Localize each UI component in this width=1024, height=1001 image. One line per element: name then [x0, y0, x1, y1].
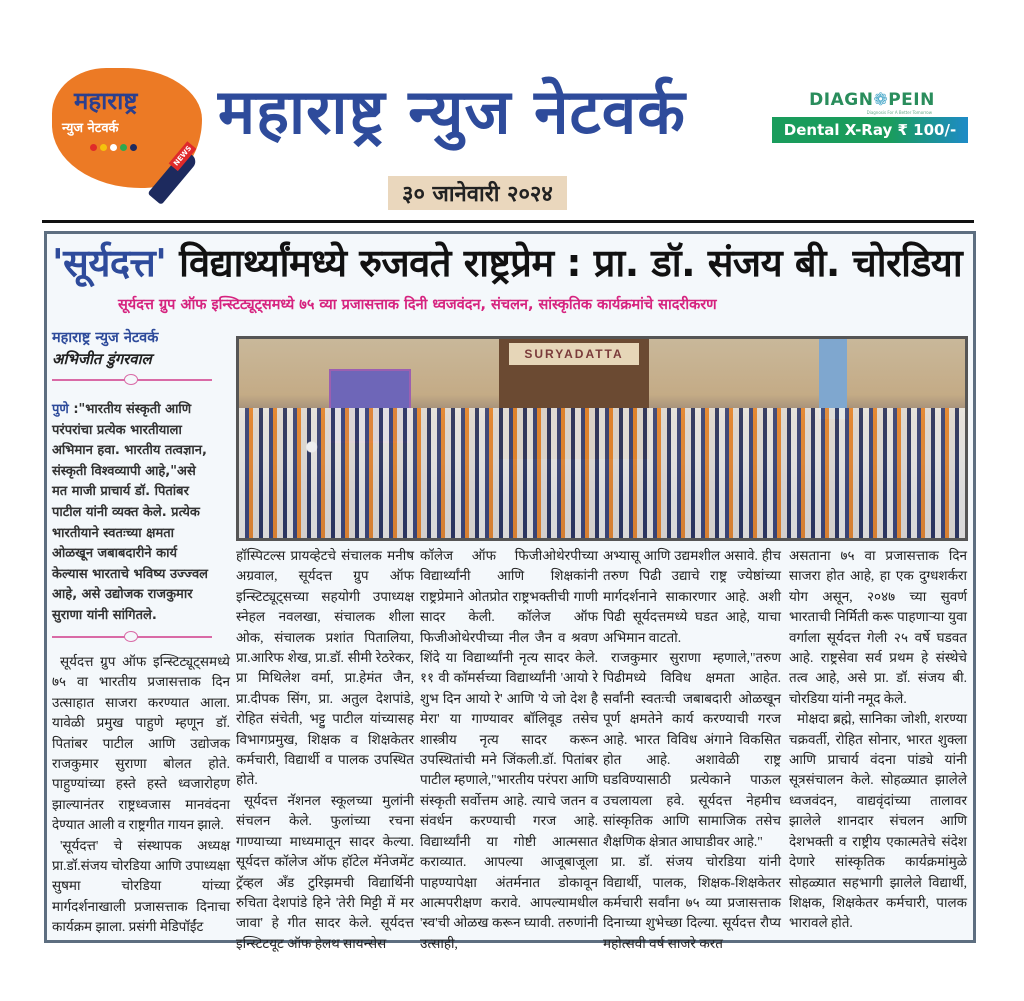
paragraph: 'सूर्यदत्त' चे संस्थापक अध्यक्ष प्रा.डॉ.संजय चोरडिया आणि उपाध्यक्षा सुषमा चोरडिया यांच्या मार्गदर्शनाखाली प्रजासत्ताक दिनाचा कार्यक्रम झाला. प्रसंगी मेडिपॉईंट [52, 837, 230, 935]
photo-statue-banner [819, 339, 847, 419]
paragraph: कॉलेज ऑफ फिजीओथेरपीच्या विद्यार्थ्यांनी आणि शिक्षकांनी राष्ट्रप्रेमाने ओतप्रोत राष्ट्रभक्तीची गाणी सादर केली. कॉलेज ऑफ फिजीओथेरपीच्या नील जैन व श्रवण शिंदे या विद्यार्थ्यांनी नृत्य सादर केले. ११ वी कॉमर्सच्या विद्यार्थ्यांनी 'आयो रे शुभ दिन आयो रे' आणि 'ये जो देश है मेरा' या गाण्यावर बॉलिवूड तसेच शास्त्रीय नृत्य सादर करून उपस्थितांची मने जिंकली.डॉ. पितांबर पाटील म्हणाले,"भारतीय परंपरा आणि संस्कृती सर्वोत्तम आहे. त्याचे जतन व संवर्धन करण्याची गरज आहे. विद्यार्थ्यांनी या गोष्टी आत्मसात कराव्यात. आपल्या आजूबाजूला पाहण्यापेक्षा अंतर्मनात डोकावून आत्मपरीक्षण करावे. आपल्यामधील 'स्व'ची ओळख करून घ्यावी. तरुणांनी उत्साही, [420, 548, 598, 951]
article-column-1 [52, 652, 230, 938]
ornament-divider [52, 374, 212, 384]
advertisement[interactable] [772, 90, 972, 143]
site-title: महाराष्ट्र न्युज नेटवर्क [218, 75, 686, 148]
paragraph: राजकुमार सुराणा म्हणाले,"तरुण पिढीमध्ये विविध क्षमता आहेत. सर्वांनी स्वतःची जबाबदारी ओळखून पूर्ण क्षमतेने कार्य करण्याची गरज आहे. भारत विविध अंगाने विकसित होत आहे. अशावेळी राष्ट्र घडविण्यासाठी प्रत्येकाने पाऊल उचलायला हवे. सूर्यदत्त नेहमीच सांस्कृतिक आणि सामाजिक तसेच शैक्षणिक क्षेत्रात आघाडीवर आहे." [603, 650, 781, 849]
paragraph: हॉस्पिटल्स प्रायव्हेटचे संचालक मनीष अग्रवाल, सूर्यदत्त ग्रुप ऑफ इन्स्टिट्यूट्सच्या सहयोगी उपाध्यक्ष स्नेहल नवलखा, संचालक शीला ओक, संचालक प्रशांत पितालिया, प्रा.आरिफ शेख, प्रा.डॉ. सीमी रेठरेकर, प्रा मिथिलेश वर्मा, प्रा.हेमंत जैन, प्रा.दीपक सिंग, प्रा. अतुल देशपांडे, रोहित संचेती, भट्टु पाटील यांच्यासह विभागप्रमुख, शिक्षक व शिक्षकेतर कर्मचारी, विद्यार्थी व पालक उपस्थित होते. [236, 548, 414, 788]
masthead-divider [42, 220, 974, 223]
flower-icon: ❁ [873, 90, 889, 110]
publication-logo[interactable] [52, 68, 212, 196]
logo-dot [90, 144, 97, 151]
news-badge: NEWS [169, 141, 197, 171]
byline-organization: महाराष्ट्र न्युज नेटवर्क [52, 330, 159, 346]
photo-crowd [239, 408, 965, 538]
ad-offer-banner[interactable]: Dental X-Ray ₹ 100/- [772, 117, 968, 143]
paragraph: सूर्यदत्त ग्रुप ऑफ इन्स्टिट्यूट्समध्ये ७५ वा भारतीय प्रजासत्ताक दिन उत्साहात साजरा करण्यात आला. यावेळी प्रमुख पाहुणे म्हणून डॉ. पितांबर पाटील आणि उद्योजक राजकुमार सुराणा बोलत होते. पाहुण्यांच्या हस्ते हस्ते ध्वजारोहण झाल्यानंतर राष्ट्रध्वजास मानवंदना देण्यात आली व राष्ट्रगीत गायन झाले. [52, 654, 230, 833]
ad-brand-suffix: PEIN [888, 90, 935, 110]
logo-dots [90, 144, 137, 151]
paragraph: मोक्षदा ब्रह्मे, सानिका जोशी, शरण्या चक्रवर्ती, रोहित सोनार, भारत शुक्ला आणि प्राचार्य वंदना पांड्ये यांनी सूत्रसंचालन केले. सोहळ्यात झालेले ध्वजवंदन, वाद्यवृंदांच्या तालावर झालेले शानदार संचलन आणि देशभक्ती व राष्ट्रीय एकात्मतेचे संदेश देणारे सांस्कृतिक कार्यक्रमांमुळे सोहळ्यात सहभागी झालेले विद्यार्थी, शिक्षक, शिक्षकेतर कर्मचारी, पालक भारावले होते. [789, 711, 967, 931]
paragraph: असताना ७५ वा प्रजासत्ताक दिन साजरा होत आहे, हा एक दुग्धशर्करा योग असून, २०४७ च्या सुवर्ण भारताची निर्मिती करू पाहणाऱ्या युवा वर्गाला सूर्यदत्त गेली २५ वर्षे घडवत आहे. राष्ट्रसेवा सर्व प्रथम हे संस्थेचे तत्व आहे, असे प्रा. डॉ. संजय बी. चोरडिया यांनी नमूद केले. [789, 548, 967, 706]
paragraph: सूर्यदत्त नॅशनल स्कूलच्या मुलांनी संचलन केले. फुलांच्या रचना गाण्याच्या माध्यमातून सादर केल्या. सूर्यदत्त कॉलेज ऑफ हॉटेल मॅनेजमेंट ट्रॅव्हल अँड टुरिझमची विद्यार्थिनी रुचिता देशपांडे हिने 'तेरी मिट्टी में मर जावा' हे गीत सादर केले. सूर्यदत्त इन्स्टिटयूट ऑफ हेलथ सायन्सेस [236, 792, 414, 951]
photo-building-sign: SURYADATTA [509, 343, 639, 365]
intro-text: :"भारतीय संस्कृती आणि परंपरांचा प्रत्येक भारतीयाला अभिमान हवा. भारतीय तत्वज्ञान, संस्कृती विश्वव्यापी आहे,"असे मत माजी प्राचार्य डॉ. पितांबर पाटील यांनी व्यक्त केले. प्रत्येक भारतीयाने स्वतःच्या क्षमता ओळखून जबाबदारीने कार्य केल्यास भारताचे भविष्य उज्ज्वल आहे, असे उद्योजक राजकुमार सुराणा यांनी सांगितले. [52, 402, 208, 623]
ornament-divider [52, 631, 212, 641]
masthead [0, 0, 1024, 225]
ad-brand-logo [772, 90, 972, 110]
article-column-3 [420, 546, 598, 954]
dateline-place: पुणे [52, 402, 69, 417]
article-headline [52, 236, 962, 288]
logo-dot [120, 144, 127, 151]
ornament-icon [124, 631, 138, 642]
paragraph: प्रा. डॉ. संजय चोरडिया यांनी विद्यार्थी, पालक, शिक्षक-शिक्षकेतर कर्मचारी सर्वांना ७५ व्या प्रजासत्ताक दिनाच्या शुभेच्छा दिल्या. सूर्यदत्त रौप्य महोत्सवी वर्ष साजरे करत [603, 854, 781, 951]
article-column-4 [603, 546, 781, 954]
logo-dot [100, 144, 107, 151]
logo-dot [130, 144, 137, 151]
ad-tagline: Diagnosis For A Better Tomorrow [866, 110, 932, 115]
logo-title: महाराष्ट्र [74, 87, 138, 115]
ad-brand-prefix: DIAGN [809, 90, 874, 110]
byline-author: अभिजीत डुंगरवाल [52, 350, 152, 368]
ornament-icon [124, 374, 138, 385]
article-column-2 [236, 546, 414, 954]
intro-summary [52, 400, 214, 627]
paragraph: अभ्यासू आणि उद्यमशील असावे. हीच तरुण पिढी उद्याचे राष्ट्र ज्येष्ठांच्या मार्गदर्शनाने साकारणार आहे. अशी पिढी सूर्यदत्तमध्ये घडत आहे, याचा अभिमान वाटतो. [603, 548, 781, 645]
article-subheadline: सूर्यदत्त ग्रुप ऑफ इन्स्टिट्यूट्समध्ये ७५ व्या प्रजासत्ताक दिनी ध्वजवंदन, संचलन, सांस्कृतिक कार्यक्रमांचे सादरीकरण [118, 297, 717, 313]
logo-dot [110, 144, 117, 151]
publication-date: ३० जानेवारी २०२४ [388, 176, 567, 210]
headline-text: विद्यार्थ्यांमध्ये रुजवते राष्ट्रप्रेम : प्रा. डॉ. संजय बी. चोरडिया [166, 241, 963, 285]
article-column-5 [789, 546, 967, 934]
logo-subtitle: न्युज नेटवर्क [62, 121, 119, 136]
group-photo[interactable] [236, 336, 968, 541]
headline-highlight: 'सूर्यदत्त' [52, 241, 167, 285]
